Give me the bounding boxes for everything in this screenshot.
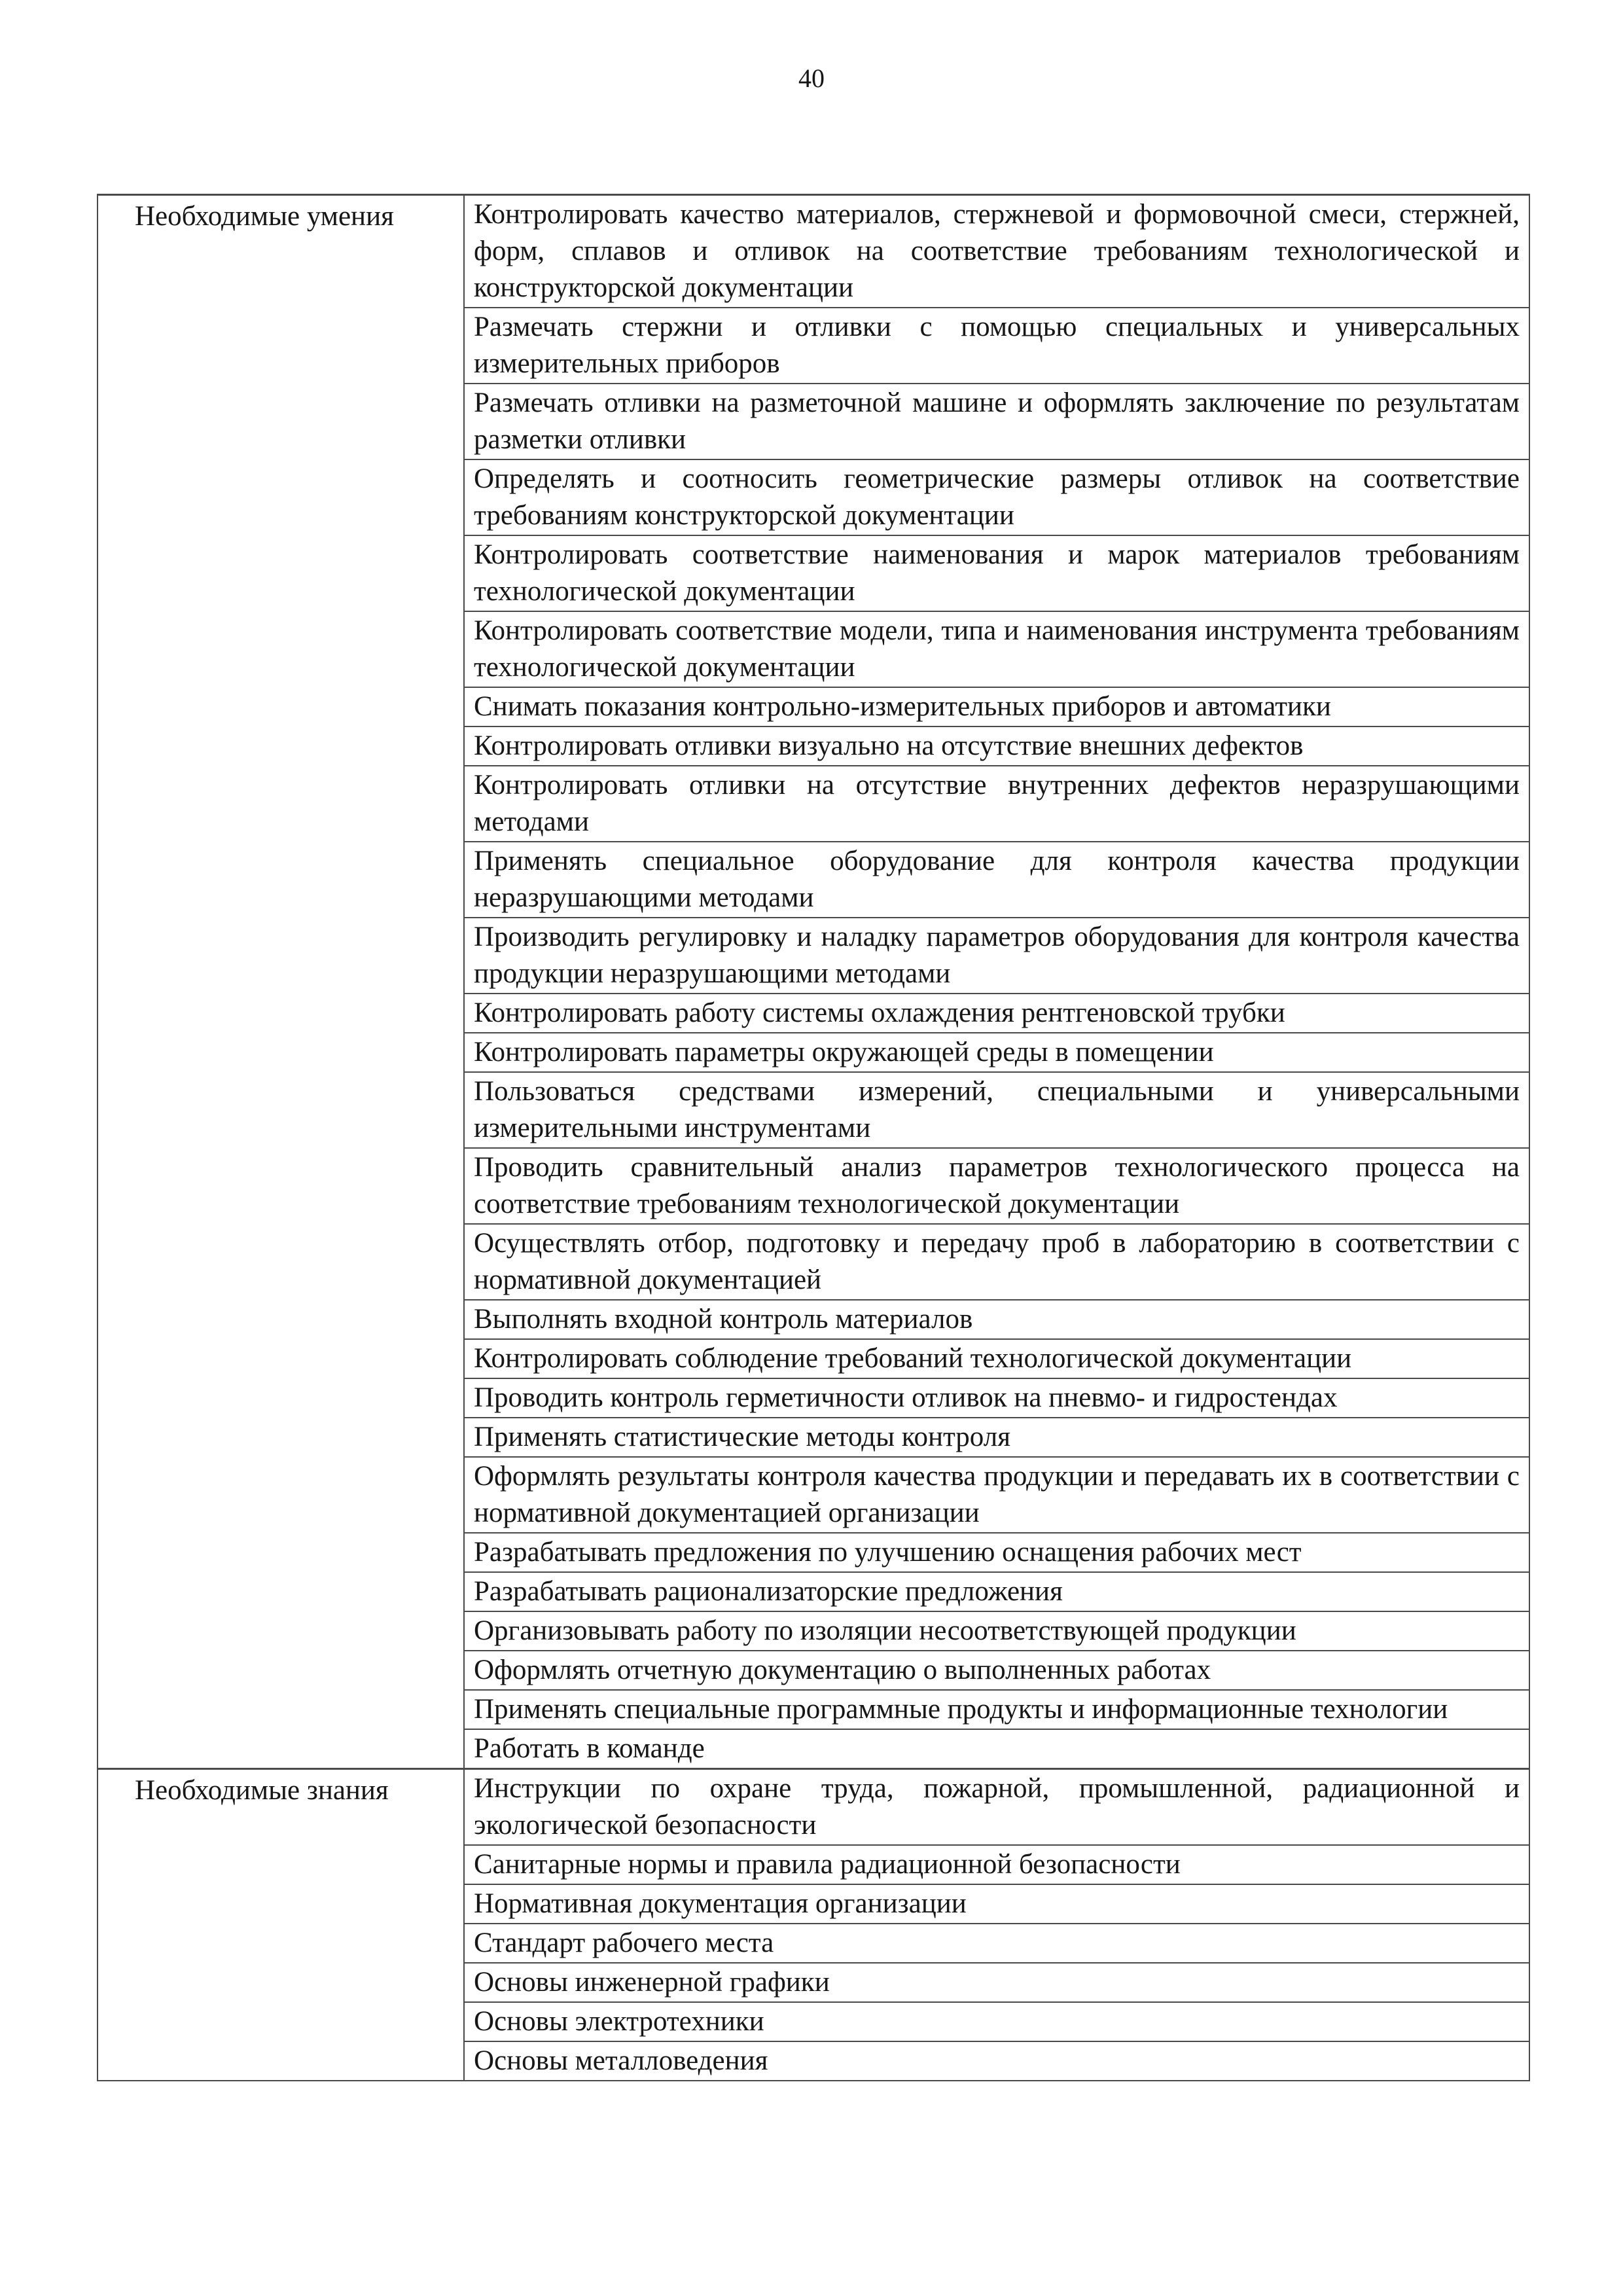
requirement-item: Определять и соотносить геометрические размеры отливок на соответствие требованиям конструкторской документации bbox=[464, 459, 1529, 535]
requirement-item: Проводить контроль герметичности отливок на пневмо- и гидростендах bbox=[464, 1378, 1529, 1418]
requirement-item: Размечать стержни и отливки с помощью специальных и универсальных измерительных приборов bbox=[464, 308, 1529, 384]
requirement-item: Организовывать работу по изоляции несоответствующей продукции bbox=[464, 1611, 1529, 1651]
requirement-item: Контролировать отливки визуально на отсутствие внешних дефектов bbox=[464, 726, 1529, 766]
requirement-item: Применять специальное оборудование для контроля качества продукции неразрушающими методами bbox=[464, 842, 1529, 918]
requirement-item: Контролировать параметры окружающей среды в помещении bbox=[464, 1033, 1529, 1072]
requirement-item: Выполнять входной контроль материалов bbox=[464, 1300, 1529, 1339]
table-row bbox=[98, 1769, 1529, 1846]
group-label: Необходимые знания bbox=[98, 1769, 464, 2081]
requirement-item: Санитарные нормы и правила радиационной безопасности bbox=[464, 1845, 1529, 1884]
requirement-item: Контролировать соблюдение требований технологической документации bbox=[464, 1339, 1529, 1378]
requirement-item: Осуществлять отбор, подготовку и передачу проб в лабораторию в соответствии с нормативной документацией bbox=[464, 1224, 1529, 1300]
group-label: Необходимые умения bbox=[98, 195, 464, 1769]
requirements-table-body bbox=[98, 195, 1529, 2081]
requirement-item: Контролировать соответствие наименования и марок материалов требованиям технологической документации bbox=[464, 535, 1529, 611]
requirement-item: Работать в команде bbox=[464, 1729, 1529, 1769]
requirement-item: Основы электротехники bbox=[464, 2002, 1529, 2041]
page-number: 40 bbox=[798, 63, 825, 93]
requirement-item: Оформлять результаты контроля качества продукции и передавать их в соответствии с нормативной документацией организации bbox=[464, 1457, 1529, 1533]
requirement-item: Применять статистические методы контроля bbox=[464, 1418, 1529, 1457]
requirements-table bbox=[97, 194, 1530, 2081]
requirement-item: Разрабатывать рационализаторские предложения bbox=[464, 1572, 1529, 1611]
requirement-item: Производить регулировку и наладку параметров оборудования для контроля качества продукции неразрушающими методами bbox=[464, 918, 1529, 994]
requirement-item: Контролировать соответствие модели, типа и наименования инструмента требованиям технологической документации bbox=[464, 611, 1529, 687]
requirement-item: Контролировать работу системы охлаждения рентгеновской трубки bbox=[464, 994, 1529, 1033]
requirement-item: Пользоваться средствами измерений, специальными и универсальными измерительными инструментами bbox=[464, 1072, 1529, 1148]
requirement-item: Инструкции по охране труда, пожарной, промышленной, радиационной и экологической безопасности bbox=[464, 1769, 1529, 1846]
requirement-item: Размечать отливки на разметочной машине и оформлять заключение по результатам разметки отливки bbox=[464, 384, 1529, 459]
requirement-item: Снимать показания контрольно-измерительных приборов и автоматики bbox=[464, 687, 1529, 726]
requirement-item: Оформлять отчетную документацию о выполненных работах bbox=[464, 1651, 1529, 1690]
requirement-item: Нормативная документация организации bbox=[464, 1884, 1529, 1924]
requirement-item: Стандарт рабочего места bbox=[464, 1924, 1529, 1963]
requirement-item: Применять специальные программные продукты и информационные технологии bbox=[464, 1690, 1529, 1729]
table-row bbox=[98, 195, 1529, 308]
requirement-item: Контролировать качество материалов, стержневой и формовочной смеси, стержней, форм, сплавов и отливок на соответствие требованиям технологической и конструкторской документации bbox=[464, 195, 1529, 308]
requirement-item: Проводить сравнительный анализ параметров технологического процесса на соответствие требованиям технологической документации bbox=[464, 1148, 1529, 1224]
requirement-item: Основы металловедения bbox=[464, 2041, 1529, 2081]
requirement-item: Контролировать отливки на отсутствие внутренних дефектов неразрушающими методами bbox=[464, 766, 1529, 842]
requirement-item: Основы инженерной графики bbox=[464, 1963, 1529, 2002]
requirement-item: Разрабатывать предложения по улучшению оснащения рабочих мест bbox=[464, 1533, 1529, 1572]
